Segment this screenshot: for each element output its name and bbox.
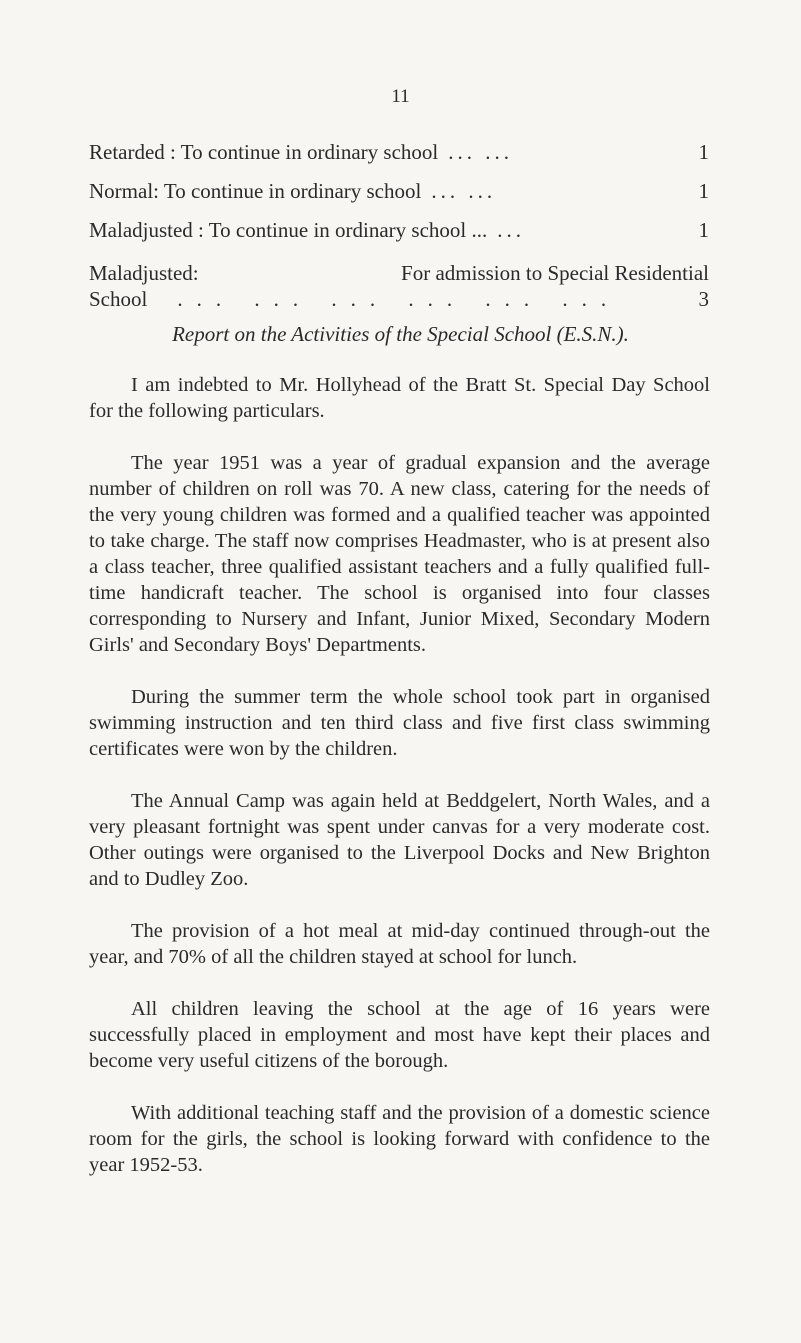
- paragraph: The Annual Camp was again held at Beddgelert, North Wales, and a very pleasant fortnight was spent under canvas for a very moderate cost. Other outings were organised to the Liverpool Docks and New Brighton and to Dudley Zoo.: [89, 790, 710, 890]
- outcome-count: 1: [698, 218, 709, 242]
- residential-line2: [89, 287, 709, 317]
- paragraph: I am indebted to Mr. Hollyhead of the Bratt St. Special Day School for the following particulars.: [89, 374, 710, 422]
- report-title: Report on the Activities of the Special School (E.S.N.).: [172, 322, 629, 346]
- outcome-label: Maladjusted:: [89, 261, 199, 285]
- outcome-count: 3: [698, 287, 709, 311]
- residential-line1: [89, 261, 709, 287]
- outcome-label: Retarded : To continue in ordinary school: [89, 140, 439, 164]
- outcome-row: [89, 140, 709, 179]
- outcome-label-continued: For admission to Special Residential: [401, 261, 709, 285]
- outcome-label: Maladjusted : To continue in ordinary school ...: [89, 218, 488, 242]
- paragraph: The year 1951 was a year of gradual expansion and the average number of children on roll was 70. A new class, catering for the needs of the very young children was formed and a qualified teacher was appointed to take charge. The staff now comprises Headmaster, who is at present also a class teacher, three qualified assistant teachers and a fully qualified full-time handicraft teacher. The school is organised into four classes corresponding to Nursery and Infant, Junior Mixed, Secondary Modern Girls' and Secondary Boys' Departments.: [89, 452, 710, 656]
- outcome-count: 1: [698, 140, 709, 164]
- outcome-label: Normal: To continue in ordinary school: [89, 179, 422, 203]
- leader-dots: ... ...: [448, 140, 513, 164]
- leader-dots: ...: [497, 218, 525, 242]
- outcomes-list: [89, 140, 709, 317]
- paragraph: With additional teaching staff and the provision of a domestic science room for the girls, the school is looking forward with confidence to the year 1952-53.: [89, 1102, 710, 1176]
- leader-dots: ... ... ... ... ... ...: [177, 287, 621, 311]
- outcome-row: [89, 218, 709, 257]
- outcome-row-residential: [89, 261, 709, 317]
- outcome-label-school: School: [89, 287, 148, 311]
- leader-dots: ... ...: [431, 179, 497, 203]
- paragraph: During the summer term the whole school took part in organised swimming instruction and ten third class and five first class swimming certificates were won by the children.: [89, 686, 710, 760]
- page-number: 11: [391, 86, 410, 107]
- report-body: [89, 372, 710, 1204]
- outcome-count: 1: [698, 179, 709, 203]
- paragraph: The provision of a hot meal at mid-day continued through-out the year, and 70% of all the children stayed at school for lunch.: [89, 920, 710, 968]
- paragraph: All children leaving the school at the age of 16 years were successfully placed in employment and most have kept their places and become very useful citizens of the borough.: [89, 998, 710, 1072]
- outcome-row: [89, 179, 709, 218]
